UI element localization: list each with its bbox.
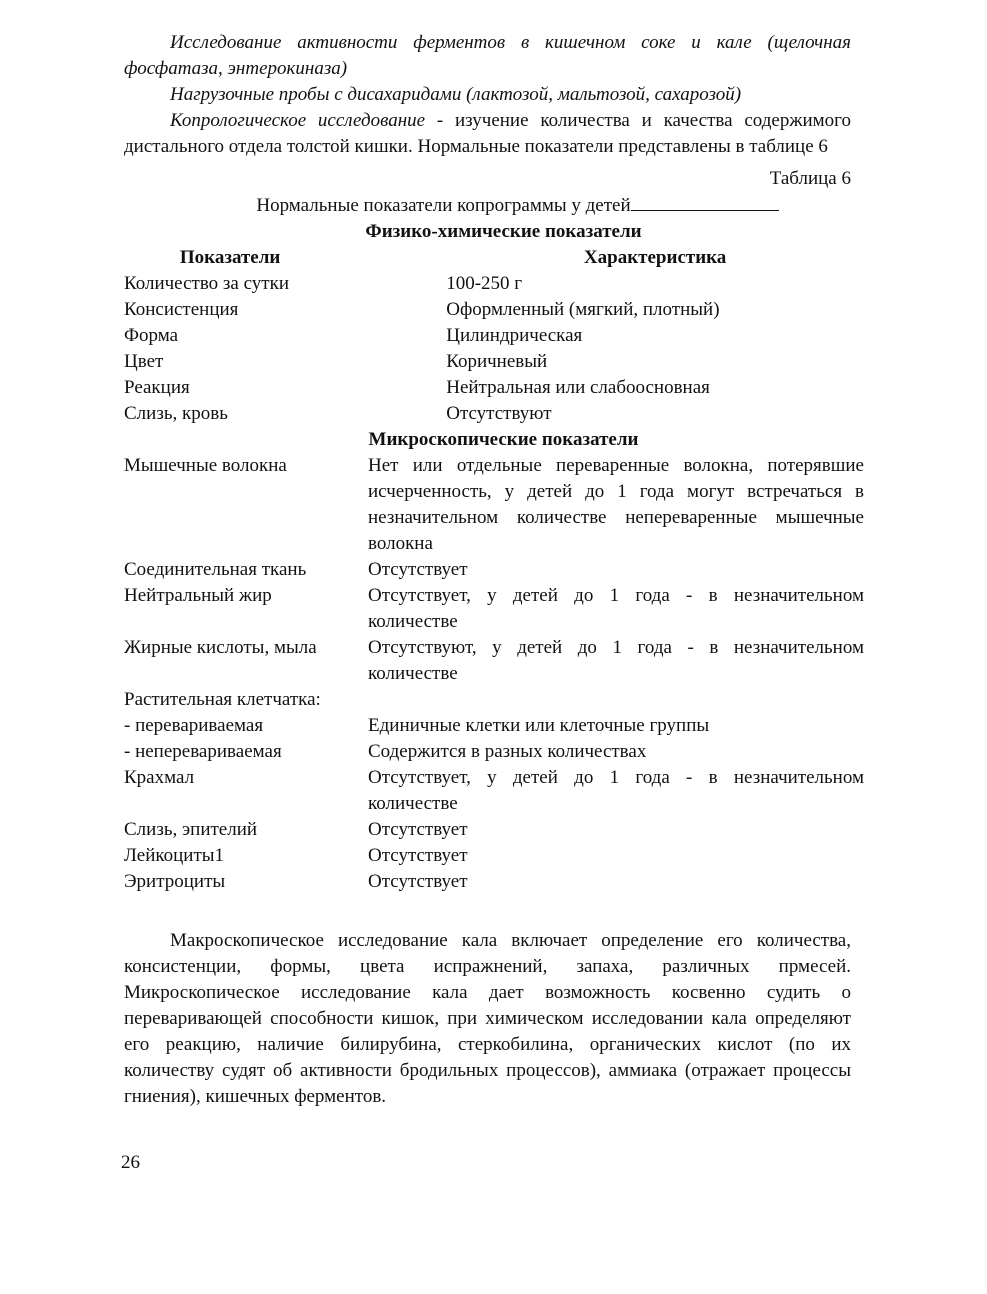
table-caption-text: Нормальные показатели копрограммы у детей bbox=[256, 195, 631, 216]
indicator-name: - неперевариваемая bbox=[124, 741, 282, 762]
coprogram-table-microscopic bbox=[124, 453, 864, 895]
indicator-name: Слизь, кровь bbox=[124, 403, 228, 424]
table-row bbox=[124, 843, 864, 869]
table-row bbox=[124, 739, 864, 765]
indicator-value: Отсутствуют, у детей до 1 года - в незначительном количестве bbox=[368, 637, 864, 684]
intro-paragraph-2: Нагрузочные пробы с дисахаридами (лактозой, мальтозой, сахарозой) bbox=[170, 84, 742, 105]
section-title-physchem: Физико-химические показатели bbox=[365, 221, 642, 242]
indicator-name: - перевариваемая bbox=[124, 715, 264, 736]
indicator-name: Консистенция bbox=[124, 299, 239, 320]
table-row bbox=[124, 765, 864, 817]
indicator-value bbox=[368, 687, 864, 713]
indicator-name: Цвет bbox=[124, 351, 164, 372]
indicator-value: Отсутствует, у детей до 1 года - в незначительном количестве bbox=[368, 585, 864, 632]
indicator-value: Оформленный (мягкий, плотный) bbox=[446, 299, 720, 320]
intro-paragraph-3-text: - изучение количества и качества содержимого дистального отдела толстой кишки. Нормальные показатели представлены в таблице 6 bbox=[124, 110, 851, 157]
intro-paragraph-3 bbox=[124, 108, 851, 160]
table-caption bbox=[124, 192, 851, 219]
indicator-name: Растительная клетчатка: bbox=[124, 689, 321, 710]
indicator-value: Отсутствует bbox=[368, 559, 468, 580]
indicator-value: Цилиндрическая bbox=[446, 325, 583, 346]
table-row bbox=[124, 557, 864, 583]
microscopic-rows bbox=[124, 453, 864, 895]
indicator-name: Жирные кислоты, мыла bbox=[124, 637, 317, 658]
indicator-value: Отсутствуют bbox=[446, 403, 552, 424]
table-row bbox=[124, 869, 864, 895]
table-row bbox=[124, 271, 864, 297]
table-header-row bbox=[124, 245, 864, 271]
table-row bbox=[124, 817, 864, 843]
physchem-rows bbox=[124, 271, 864, 427]
indicator-value: Коричневый bbox=[446, 351, 548, 372]
indicator-value: Нейтральная или слабоосновная bbox=[446, 377, 710, 398]
column-header-characteristic: Характеристика bbox=[583, 247, 727, 268]
table-row bbox=[124, 635, 864, 687]
table-row bbox=[124, 713, 864, 739]
table-row bbox=[124, 453, 864, 557]
indicator-value: Содержится в разных количествах bbox=[368, 741, 647, 762]
table-row bbox=[124, 349, 864, 375]
section-title-microscopic: Микроскопические показатели bbox=[368, 429, 639, 450]
indicator-value: Отсутствует bbox=[368, 819, 468, 840]
indicator-name: Мышечные волокна bbox=[124, 455, 287, 476]
term-coprology: Копрологическое исследование bbox=[170, 110, 426, 131]
indicator-value: Нет или отдельные переваренные волокна, потерявшие исчерченность, у детей до 1 года могут встречаться в незначительном количестве непереваренные мышечные волокна bbox=[368, 455, 864, 554]
indicator-name: Реакция bbox=[124, 377, 190, 398]
indicator-value: 100-250 г bbox=[446, 273, 523, 294]
caption-blank-line bbox=[631, 192, 779, 211]
indicator-name: Лейкоциты1 bbox=[124, 845, 225, 866]
indicator-name: Эритроциты bbox=[124, 871, 226, 892]
table-row bbox=[124, 323, 864, 349]
page-content bbox=[124, 30, 864, 1110]
body-paragraph: Макроскопическое исследование кала включает определение его количества, консистенции, формы, цвета испражнений, запаха, различных прмесей. Микроскопическое исследование кала дает возможность косвенно судить о переваривающей способности кишок, при химическом исследовании кала определяют его реакцию, наличие билирубина, стеркобилина, органических кислот (по их количеству судят об активности бродильных процессов), аммиака (отражает процессы гниения), кишечных ферментов. bbox=[124, 930, 851, 1107]
table-number: Таблица 6 bbox=[769, 168, 851, 189]
indicator-name: Форма bbox=[124, 325, 179, 346]
table-row bbox=[124, 297, 864, 323]
table-row bbox=[124, 375, 864, 401]
indicator-name: Нейтральный жир bbox=[124, 585, 272, 606]
table-row bbox=[124, 583, 864, 635]
indicator-name: Количество за сутки bbox=[124, 273, 289, 294]
indicator-value: Отсутствует bbox=[368, 845, 468, 866]
column-header-indicators: Показатели bbox=[179, 247, 281, 268]
intro-paragraph-1: Исследование активности ферментов в кишечном соке и кале (щелочная фосфатаза, энтерокиназа) bbox=[124, 32, 851, 79]
table-row bbox=[124, 401, 864, 427]
coprogram-table bbox=[124, 245, 864, 427]
indicator-name: Соединительная ткань bbox=[124, 559, 307, 580]
indicator-name: Слизь, эпителий bbox=[124, 819, 258, 840]
indicator-value: Отсутствует bbox=[368, 871, 468, 892]
page-number: 26 bbox=[121, 1152, 140, 1173]
indicator-value: Отсутствует, у детей до 1 года - в незначительном количестве bbox=[368, 767, 864, 814]
indicator-value: Единичные клетки или клеточные группы bbox=[368, 715, 710, 736]
table-row bbox=[124, 687, 864, 713]
indicator-name: Крахмал bbox=[124, 767, 195, 788]
